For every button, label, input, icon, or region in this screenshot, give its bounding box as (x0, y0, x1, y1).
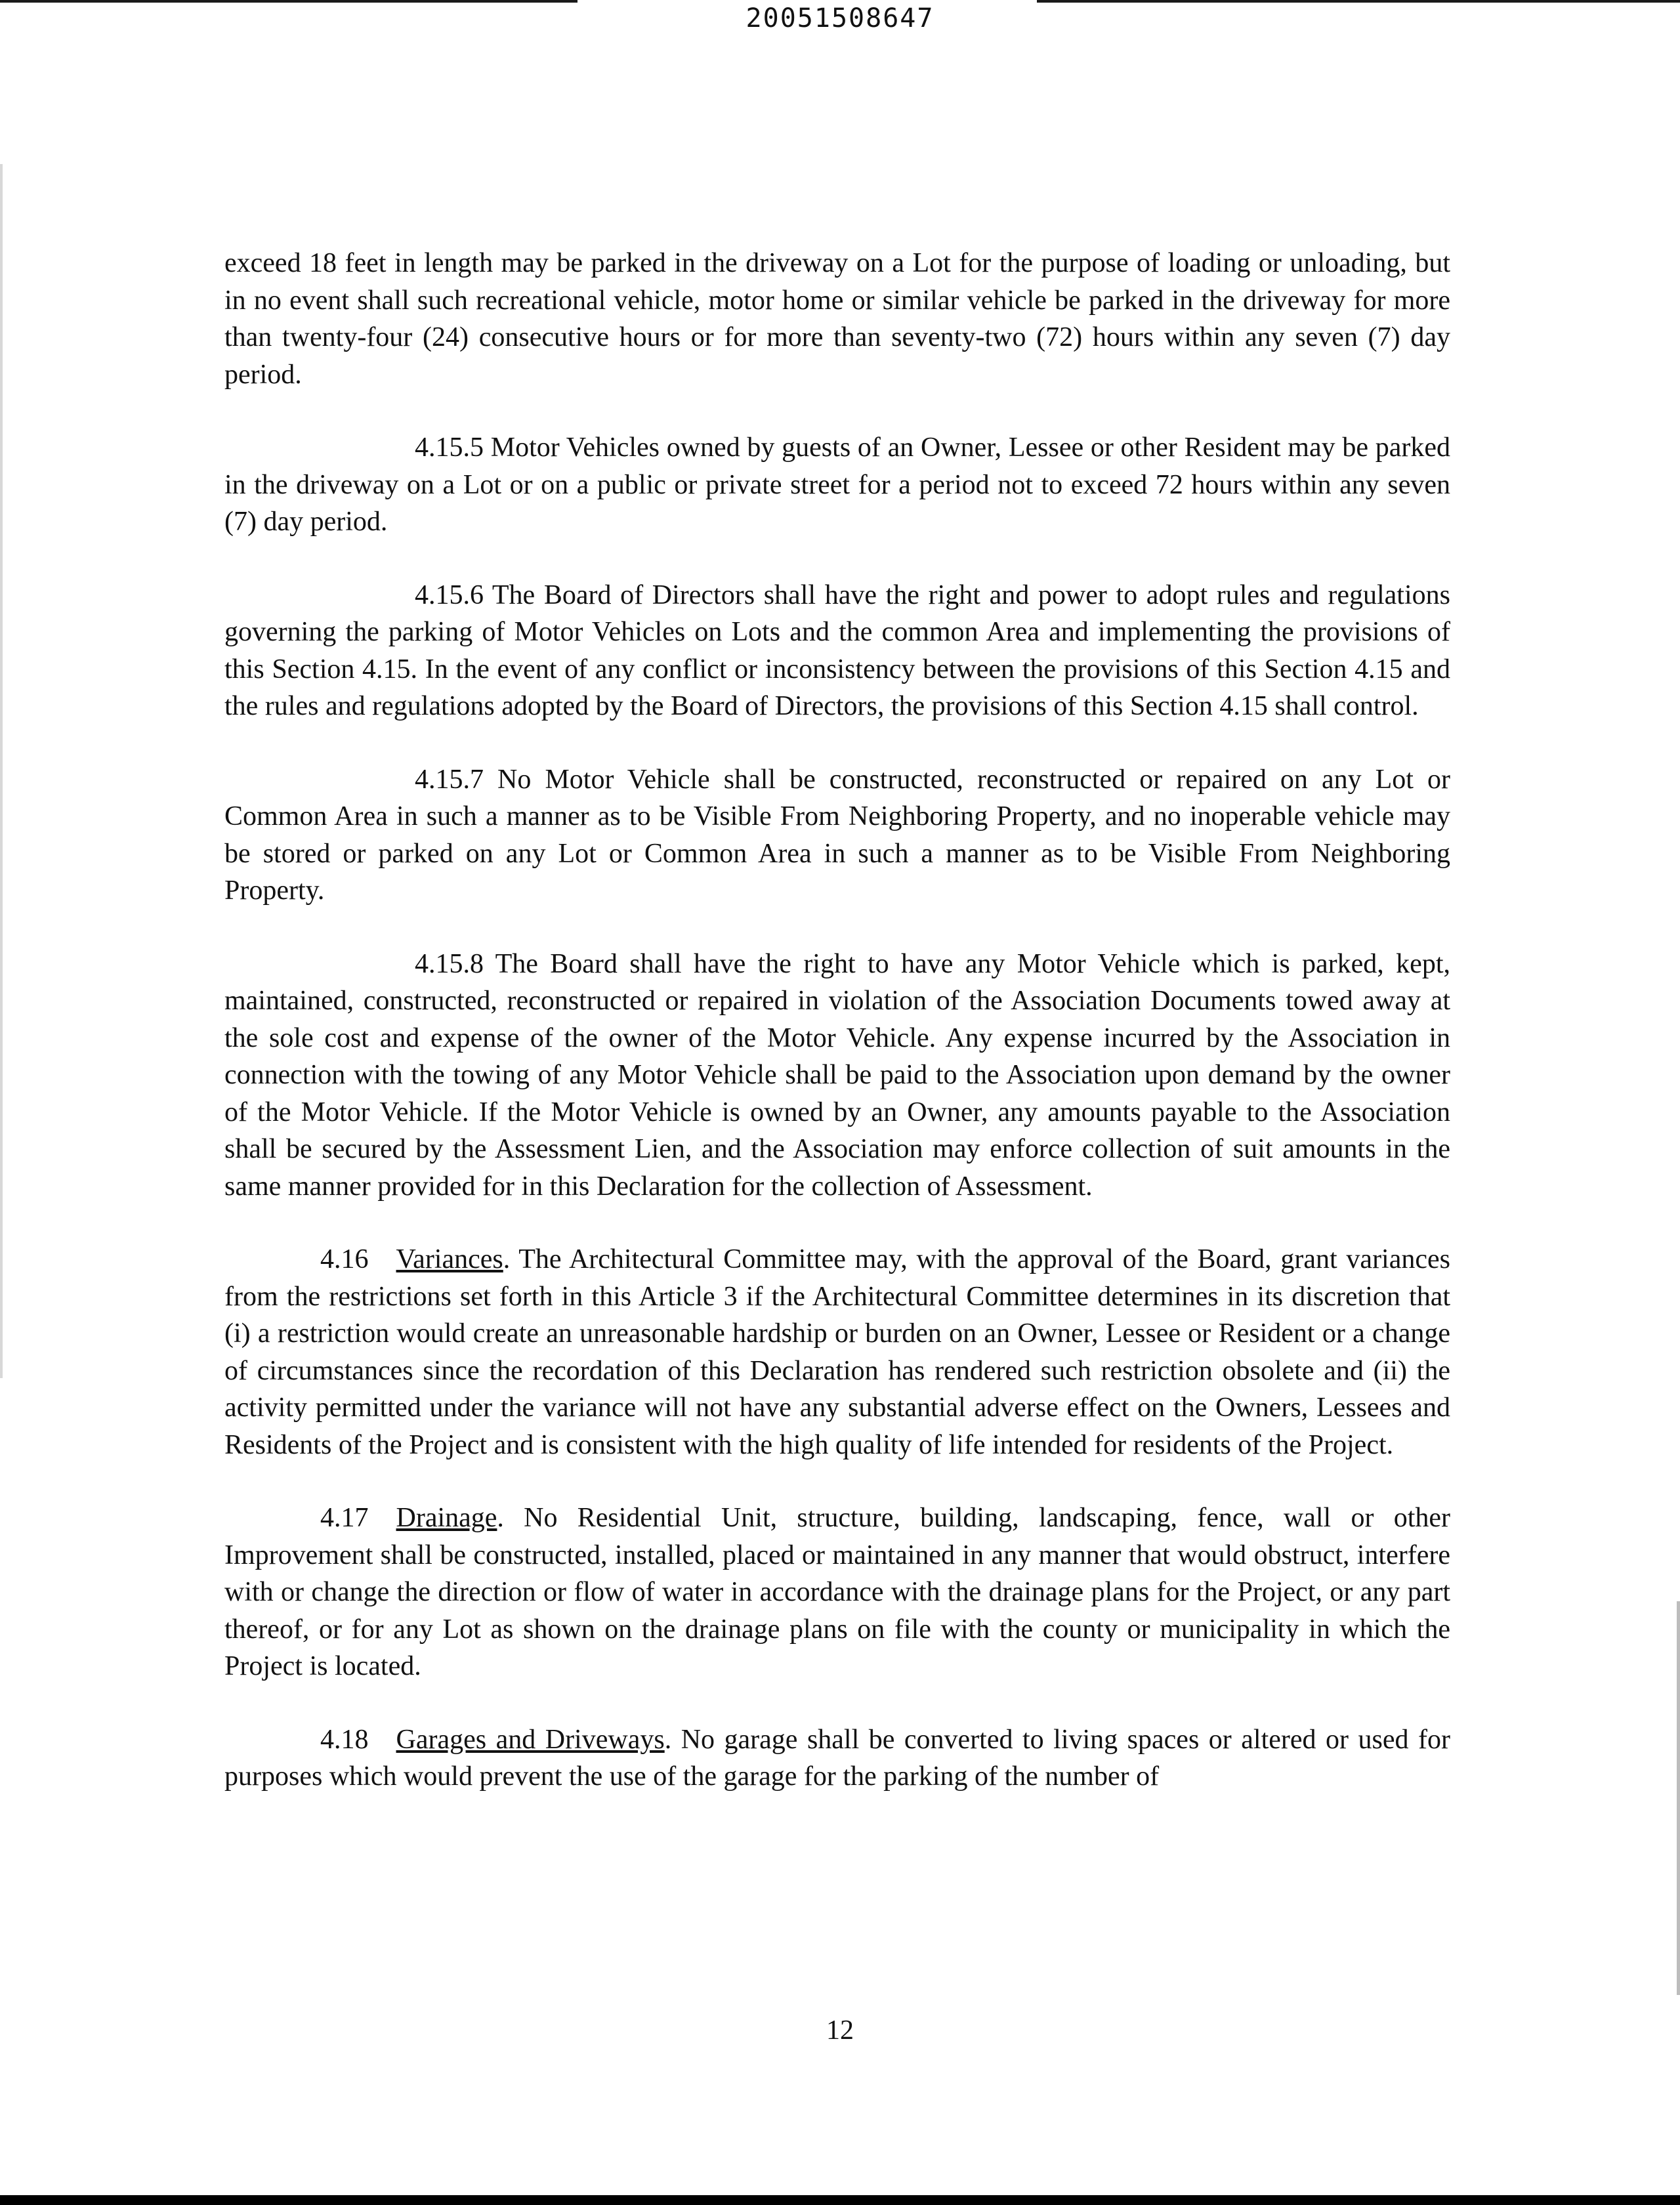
paragraph-4-15-8: 4.15.8 The Board shall have the right to have any Motor Vehicle which is parked, kept, maintained, constructed, reconstructed or repaired in violation of the Association Documents towed away at the sole cost and expense of the owner of the Motor Vehicle. Any expense incurred by the Association in connection with the towing of any Motor Vehicle shall be paid to the Association upon demand by the owner of the Motor Vehicle. If the Motor Vehicle is owned by an Owner, any amounts payable to the Association shall be secured by the Assessment Lien, and the Association may enforce collection of suit amounts in the same manner provided for in this Declaration for the collection of Assessment. (224, 948, 1450, 1202)
section-text: . No garage shall be converted to living spaces or altered or used for purposes which would prevent the use of the garage for the parking of the number of (224, 1724, 1450, 1792)
bottom-border (0, 2195, 1680, 2205)
right-scan-edge (1677, 1601, 1680, 1995)
paragraph-4-15-7: 4.15.7 No Motor Vehicle shall be constructed, reconstructed or repaired on any Lot or Common Area in such a manner as to be Visible From Neighboring Property, and no inoperable vehicle may be stored or parked on any Lot or Common Area in such a manner as to be Visible From Neighboring Property. (224, 764, 1450, 906)
section-number: 4.16 (320, 1244, 369, 1274)
document-number: 20051508647 (746, 3, 934, 33)
section-number: 4.18 (320, 1724, 369, 1755)
section-heading: Variances (396, 1244, 503, 1274)
section-text: . The Architectural Committee may, with the approval of the Board, grant variances from the restrictions set forth in this Article 3 if the Architectural Committee determines in its discretion that (i) a restriction would create an unreasonable hardship or burden on an Owner, Lessee or Resident or a change of circumstances since the recordation of this Declaration has rendered such restriction obsolete and (ii) the activity permitted under the variance will not have any substantial adverse effect on the Owners, Lessees and Residents of the Project and is consistent with the high quality of life intended for residents of the Project. (224, 1244, 1450, 1460)
document-body (224, 245, 1450, 1832)
section-number: 4.17 (320, 1503, 369, 1533)
section-4-18 (224, 1721, 1450, 1796)
page-number: 12 (826, 2015, 854, 2046)
section-4-17 (224, 1500, 1450, 1685)
section-4-16 (224, 1241, 1450, 1463)
paragraph-continued: exceed 18 feet in length may be parked in the driveway on a Lot for the purpose of loading or unloading, but in no event shall such recreational vehicle, motor home or similar vehicle be parked in the driveway for more than twenty-four (24) consecutive hours or for more than seventy-two (72) hours within any seven (7) day period. (224, 248, 1450, 390)
section-heading: Garages and Driveways (396, 1724, 665, 1755)
section-heading: Drainage (396, 1503, 497, 1533)
paragraph-4-15-5: 4.15.5 Motor Vehicles owned by guests of an Owner, Lessee or other Resident may be parked in the driveway on a Lot or on a public or private street for a period not to exceed 72 hours within any seven (7) day period. (224, 432, 1450, 537)
paragraph-4-15-6: 4.15.6 The Board of Directors shall have the right and power to adopt rules and regulations governing the parking of Motor Vehicles on Lots and the common Area and implementing the provisions of this Section 4.15. In the event of any conflict or inconsistency between the provisions of this Section 4.15 and the rules and regulations adopted by the Board of Directors, the provisions of this Section 4.15 shall control. (224, 579, 1450, 721)
section-text: . No Residential Unit, structure, building, landscaping, fence, wall or other Improvement shall be constructed, installed, placed or maintained in any manner that would obstruct, interfere with or change the direction or flow of water in accordance with the drainage plans for the Project, or any part thereof, or for any Lot as shown on the drainage plans on file with the county or municipality in which the Project is located. (224, 1503, 1450, 1681)
left-scan-edge (0, 164, 3, 1378)
